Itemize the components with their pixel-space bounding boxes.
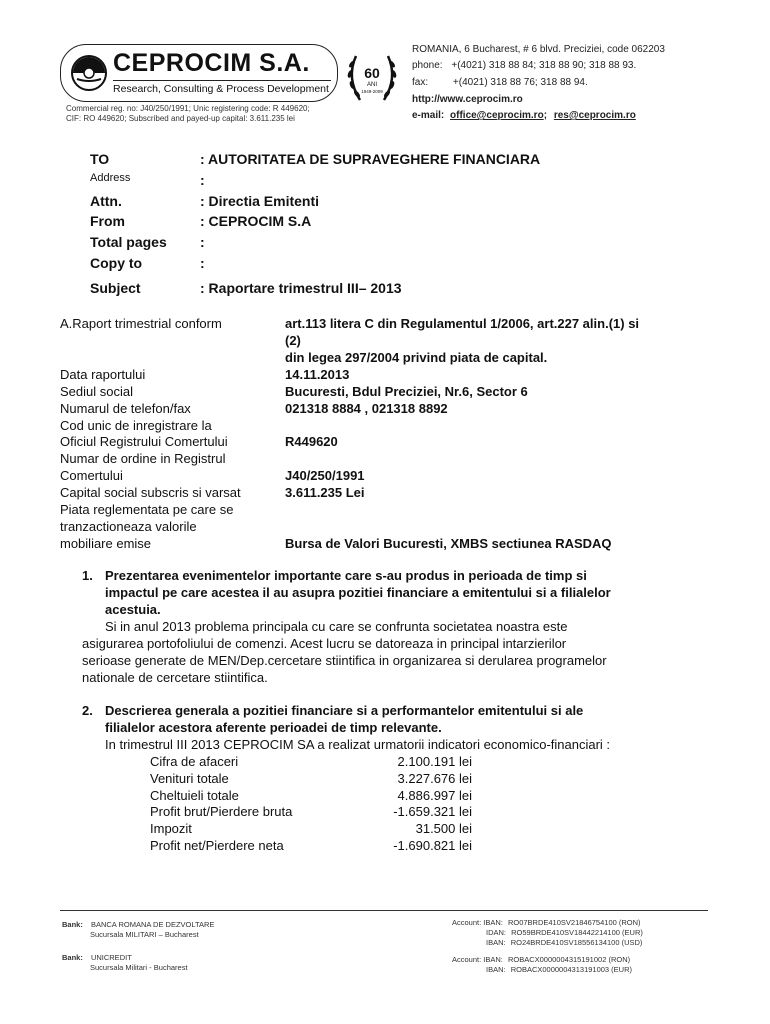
indicator-label: Profit net/Pierdere neta [150,838,284,853]
indicator-value: -1.659.321 lei [393,804,472,819]
to-value: : AUTORITATEA DE SUPRAVEGHERE FINANCIARA [200,151,541,167]
cui-label-line-2: Oficiul Registrului Comertului [60,434,228,449]
email-office-link[interactable]: office@ceprocim.ro [450,110,544,121]
company-logo [60,44,338,102]
company-address: ROMANIA, 6 Bucharest, # 6 blvd. Preciziei, code 062203 [412,44,665,55]
telefon-value: 021318 8884 , 021318 8892 [285,401,448,416]
bank-1 [62,920,214,929]
indicator-label: Cifra de afaceri [150,754,239,769]
section-2-heading-line-2: filialelor acestora aferente perioadei de timp relevante. [105,720,442,735]
fax-label: fax: [412,77,429,88]
from-label: From [90,213,125,229]
section-1-body-line-1: Si in anul 2013 problema principala cu care se confrunta societatea noastra este [105,619,568,634]
subject-value: : Raportare trimestrul III– 2013 [200,280,402,296]
section-1-body-line-3: serioase generate de MEN/Dep.cercetare stiintifica in organizarea si derularea programelor [82,653,607,668]
phone-line [412,60,636,71]
account-1-line-3 [486,938,642,947]
phone-label: phone: [412,60,443,71]
bank-2-branch: Sucursala Militari - Bucharest [90,963,188,972]
section-2-intro: In trimestrul III 2013 CEPROCIM SA a realizat urmatorii indicatori economico-financiari : [105,737,611,752]
bank-1-label: Bank: [62,920,83,929]
attn-value: : Directia Emitenti [200,193,320,209]
indicator-label: Impozit [150,821,192,836]
logo-globe-icon [69,53,109,93]
address-label: Address [90,172,131,184]
footer-divider [60,910,708,911]
account-1-line-2-label: IDAN: [486,928,507,937]
cui-label-line-1: Cod unic de inregistrare la [60,418,212,433]
email-label: e-mail: [412,110,445,121]
bank-2 [62,953,132,962]
indicator-value: 3.227.676 lei [397,771,472,786]
indicator-label: Venituri totale [150,771,229,786]
section-1-number: 1. [82,568,93,583]
piata-value: Bursa de Valori Bucuresti, XMBS sectiunea RASDAQ [285,536,612,551]
account-1-line-3-label: IBAN: [486,938,506,947]
total-pages-label: Total pages [90,234,167,250]
subject-label: Subject [90,280,141,296]
data-raportului-label: Data raportului [60,367,146,382]
from-value: : CEPROCIM S.A [200,213,312,229]
bank-1-name: BANCA ROMANA DE DEZVOLTARE [90,920,215,929]
laurel-wreath-icon [342,44,402,110]
piata-label-line-2: tranzactioneaza valorile [60,519,197,534]
address-value: : [200,172,205,188]
total-pages-value: : [200,234,205,250]
account-2-iban-ron: ROBACX0000004315191002 (RON) [507,955,631,964]
account-2-line-2-label: IBAN: [486,965,506,974]
data-raportului-value: 14.11.2013 [285,367,350,382]
account-1-iban-ron: RO07BRDE410SV21846754100 (RON) [507,918,641,927]
fax-value: +(4021) 318 88 76; 318 88 94. [452,77,588,88]
account-2-line-1 [452,955,630,964]
website-link[interactable]: http://www.ceprocim.ro [412,94,523,105]
email-line [412,110,636,121]
bank-1-branch: Sucursala MILITARI – Bucharest [90,930,199,939]
raport-value-line-1: art.113 litera C din Regulamentul 1/2006, art.227 alin.(1) si [285,316,640,331]
anniversary-sub: ANI [366,82,378,88]
section-1-body-line-2: asigurarea portofoliului de comenzi. Acest lucru se datoreaza in principal intarzierilor [82,636,567,651]
piata-label-line-3: mobiliare emise [60,536,152,551]
registration-line-2: CIF: RO 449620; Subscribed and payed-up capital: 3.611.235 lei [66,114,295,123]
account-1-line-2 [486,928,643,937]
section-1-heading-line-1: Prezentarea evenimentelor importante care s-au produs in perioada de timp si [105,568,587,583]
company-tagline: Research, Consulting & Process Development [113,80,331,95]
registration-line-1: Commercial reg. no: J40/250/1991; Unic registering code: R 449620; [66,104,310,113]
section-2-number: 2. [82,703,93,718]
nr-ordine-label-line-2: Comertului [60,468,123,483]
fax-line [412,77,588,88]
anniversary-emblem [342,44,402,110]
account-2-label: Account: IBAN: [452,955,503,964]
raport-value-line-3: din legea 297/2004 privind piata de capital. [285,350,548,365]
indicator-label: Profit brut/Pierdere bruta [150,804,293,819]
indicator-value: 4.886.997 lei [397,788,472,803]
section-2-heading-line-1: Descrierea generala a pozitiei financiare si a performantelor emitentului si ale [105,703,584,718]
anniversary-number: 60 [364,65,380,81]
raport-value-line-2: (2) [285,333,301,348]
to-label: TO [90,151,110,167]
sediu-value: Bucuresti, Bdul Preciziei, Nr.6, Sector 6 [285,384,528,399]
nr-ordine-label-line-1: Numar de ordine in Registrul [60,451,226,466]
email-research-link[interactable]: res@ceprocim.ro [553,110,636,121]
capital-label: Capital social subscris si varsat [60,485,241,500]
nr-ordine-value: J40/250/1991 [285,468,365,483]
attn-label: Attn. [90,193,122,209]
bank-2-name: UNICREDIT [90,953,132,962]
anniversary-years: 1949-2009 [361,89,383,94]
sediu-label: Sediul social [60,384,133,399]
section-1-body-line-4: nationale de cercetare stiintifica. [82,670,268,685]
indicator-value: 2.100.191 lei [397,754,472,769]
account-1-iban-usd: RO24BRDE410SV18556134100 (USD) [510,938,643,947]
bank-2-label: Bank: [62,953,83,962]
indicator-value: 31.500 lei [415,821,472,836]
account-2-iban-eur: ROBACX0000004313191003 (EUR) [510,965,633,974]
account-1-iban-eur: RO59BRDE410SV18442214100 (EUR) [511,928,643,937]
account-1-line-1 [452,918,641,927]
account-2-line-2 [486,965,632,974]
capital-value: 3.611.235 Lei [285,485,365,500]
copy-to-label: Copy to [90,255,143,271]
email-separator: ; [543,110,548,121]
section-1-heading-line-2: impactul pe care acestea il au asupra pozitiei financiare a emitentului si a filialelor [105,585,611,600]
copy-to-value: : [200,255,205,271]
phone-value: +(4021) 318 88 84; 318 88 90; 318 88 93. [451,60,637,71]
cui-value: R449620 [285,434,338,449]
raport-label: A.Raport trimestrial conform [60,316,222,331]
section-1-heading-line-3: acestuia. [105,602,161,617]
indicator-value: -1.690.821 lei [393,838,472,853]
piata-label-line-1: Piata reglementata pe care se [60,502,234,517]
telefon-label: Numarul de telefon/fax [60,401,191,416]
indicator-label: Cheltuieli totale [150,788,239,803]
company-name: CEPROCIM S.A. [113,49,310,77]
account-1-label: Account: IBAN: [452,918,503,927]
